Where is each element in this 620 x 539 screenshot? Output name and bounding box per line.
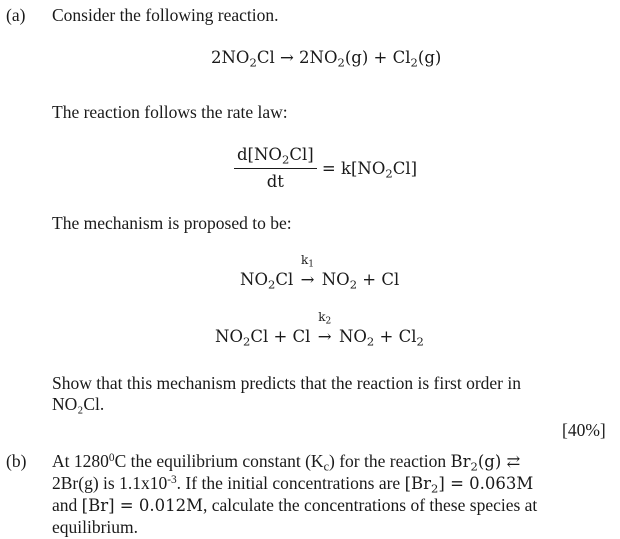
part-b-line-3: and [Br] = 0.012M, calculate the concentrations of these species at xyxy=(52,495,538,515)
mechanism-step-2: $NO_2Cl + Cl$ $k_2$ → $NO_2 + Cl_2$ xyxy=(215,310,424,349)
question-text-line-1: Show that this mechanism predicts that the reaction is first order in xyxy=(52,373,521,393)
rate-fraction: $\frac{d[NO_2Cl]}{dt}$ xyxy=(234,144,317,193)
mechanism-step-1: $NO_2Cl$ $k_1$ → $NO_2 + Cl$ xyxy=(240,253,400,292)
reaction-arrow-k2: $k_2$ → xyxy=(317,310,332,346)
part-b-label: (b) xyxy=(6,451,27,471)
part-b-line-1: At 1280$^0$C the equilibrium constant $(K_c)$ for the reaction $Br_2(g)$ ⇄ xyxy=(52,451,521,474)
part-a-intro: Consider the following reaction. xyxy=(52,5,279,25)
reaction-arrow-k1: $k_1$ → xyxy=(300,253,315,289)
overall-reaction-equation: $2NO_2Cl \to 2NO_2(g) + Cl_2(g)$ xyxy=(211,48,442,70)
part-b-line-4: equilibrium. xyxy=(52,517,139,537)
part-b-line-2: 2Br(g) is $1.1x10^{-3}$. If the initial concentrations are $[Br_2] = 0.063M$ xyxy=(52,473,534,496)
rate-law-equation: $\frac{d[NO_2Cl]}{dt}$ = $k[NO_2Cl]$ xyxy=(234,144,417,193)
rate-law-intro: The reaction follows the rate law: xyxy=(52,102,288,122)
question-text-line-2: NO₂Cl. xyxy=(52,394,105,414)
mechanism-intro: The mechanism is proposed to be: xyxy=(52,213,292,233)
marks-label: [40%] xyxy=(562,420,606,440)
part-a-label: (a) xyxy=(6,5,26,25)
